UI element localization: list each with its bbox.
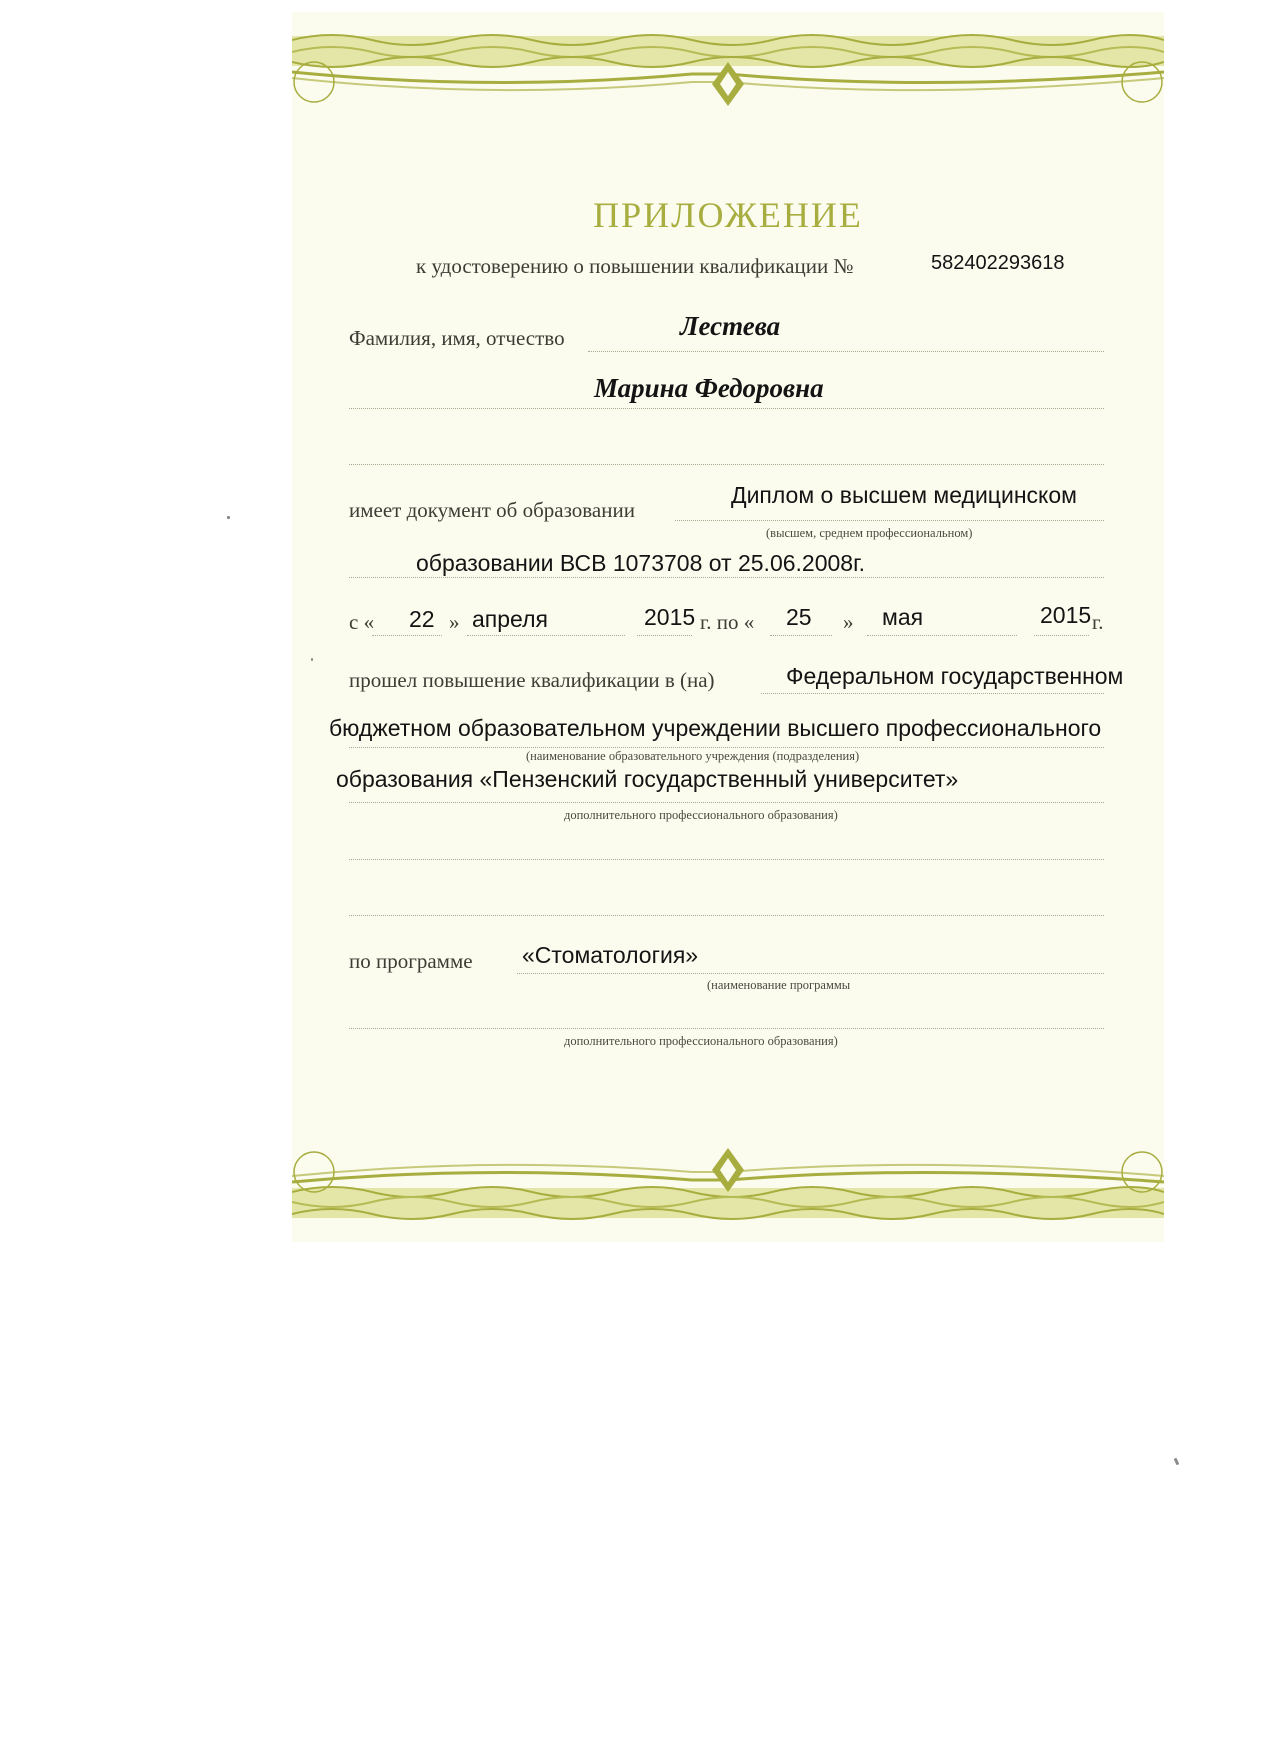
fio-rule-3 bbox=[349, 464, 1104, 465]
period-rule-day2 bbox=[770, 635, 832, 636]
top-ornament-border bbox=[292, 22, 1164, 112]
program-rule-1 bbox=[517, 973, 1104, 974]
period-to-day: 25 bbox=[786, 604, 812, 630]
period-rule-year2 bbox=[1034, 635, 1089, 636]
period-rule-month1 bbox=[467, 635, 625, 636]
program-hint-1: (наименование программы bbox=[707, 978, 851, 992]
fio-rule-2 bbox=[349, 408, 1104, 409]
period-year-suffix-1: г. по « bbox=[700, 610, 755, 634]
subtitle: к удостоверению о повышении квалификации № bbox=[416, 254, 854, 278]
scan-speck bbox=[1174, 1458, 1180, 1466]
institution-line-3: образования «Пензенский государственный университет» bbox=[336, 766, 959, 792]
institution-line-1: Федеральном государственном bbox=[786, 663, 1124, 689]
certificate-sheet bbox=[292, 12, 1164, 1242]
program-label: по программе bbox=[349, 949, 473, 973]
program-hint-2: дополнительного профессионального образования) bbox=[564, 1034, 838, 1048]
document-title: ПРИЛОЖЕНИЕ bbox=[593, 195, 863, 235]
institution-hint-2: дополнительного профессионального образования) bbox=[564, 808, 838, 822]
institution-rule-2 bbox=[349, 747, 1104, 748]
edu-doc-rule-1 bbox=[675, 520, 1104, 521]
edu-doc-rule-2 bbox=[349, 577, 1104, 578]
program-value: «Стоматология» bbox=[522, 942, 699, 968]
edu-doc-value-1: Диплом о высшем медицинском bbox=[731, 482, 1077, 508]
institution-rule-5 bbox=[349, 915, 1104, 916]
period-rule-day1 bbox=[372, 635, 442, 636]
institution-rule-4 bbox=[349, 859, 1104, 860]
period-from-day: 22 bbox=[409, 606, 435, 632]
period-rule-year1 bbox=[637, 635, 692, 636]
edu-doc-hint: (высшем, среднем профессиональном) bbox=[766, 526, 973, 540]
period-year-suffix-2: г. bbox=[1092, 610, 1104, 634]
surname-value: Лестева bbox=[680, 311, 781, 341]
period-to-year: 2015 bbox=[1040, 602, 1092, 628]
bottom-ornament-border bbox=[292, 1142, 1164, 1232]
scan-speck bbox=[227, 516, 230, 519]
edu-doc-label: имеет документ об образовании bbox=[349, 498, 635, 522]
period-from-prefix: с « bbox=[349, 610, 375, 634]
certificate-number: 582402293618 bbox=[931, 252, 1065, 274]
training-label: прошел повышение квалификации в (на) bbox=[349, 668, 715, 692]
period-rule-month2 bbox=[867, 635, 1017, 636]
period-from-close: » bbox=[449, 610, 460, 634]
period-to-month: мая bbox=[882, 604, 924, 630]
fio-label: Фамилия, имя, отчество bbox=[349, 326, 565, 350]
given-names-value: Марина Федоровна bbox=[594, 373, 824, 403]
scan-speck bbox=[311, 658, 313, 661]
institution-line-2: бюджетном образовательном учреждении высшего профессионального bbox=[329, 715, 1102, 741]
period-from-month: апреля bbox=[472, 606, 548, 632]
institution-hint-1: (наименование образовательного учреждения (подразделения) bbox=[526, 749, 860, 763]
institution-rule-3 bbox=[349, 802, 1104, 803]
fio-rule-1 bbox=[588, 351, 1104, 352]
period-to-close: » bbox=[843, 610, 854, 634]
period-from-year: 2015 bbox=[644, 604, 696, 630]
edu-doc-value-2: образовании ВСВ 1073708 от 25.06.2008г. bbox=[416, 550, 866, 576]
institution-rule-1 bbox=[761, 693, 1104, 694]
program-rule-2 bbox=[349, 1028, 1104, 1029]
